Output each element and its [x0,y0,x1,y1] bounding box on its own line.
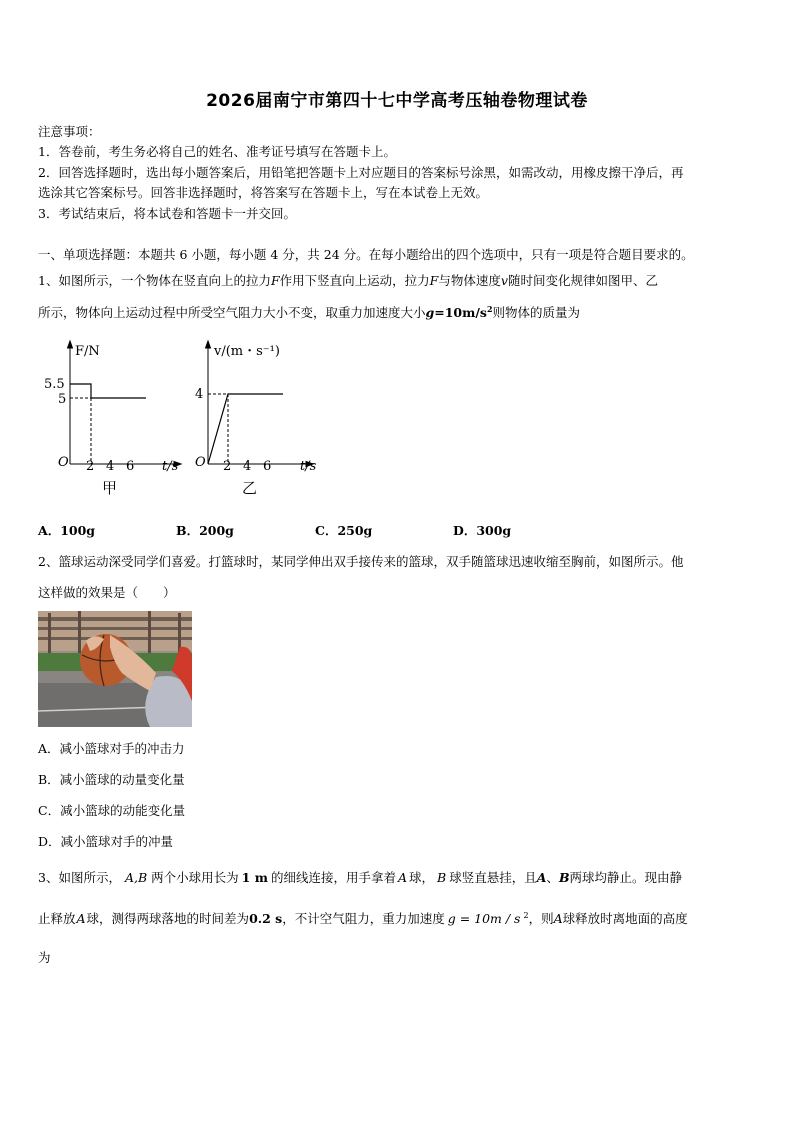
q3-exponent: 2 [523,910,529,920]
q1-text: 与物体速度 [438,273,501,288]
x-tick-label: 4 [243,459,252,474]
q3-symbol: A [553,911,563,926]
question-3-text: 为 [38,950,51,965]
x-tick-label: 2 [223,459,232,474]
graph-force-time [40,336,190,506]
option-b[interactable]: B．减小篮球的动量变化量 [38,772,185,787]
option-b[interactable]: B．200g [176,523,234,538]
option-c[interactable]: C．减小篮球的动能变化量 [38,803,186,818]
q3-text: 止释放 [38,911,76,926]
q3-text: 两个小球用长为 [151,870,239,885]
x-axis-label: t/s [300,459,317,474]
notice-item: 选涂其它答案标号。回答非选择题时，将答案写在答题卡上，写在本试卷上无效。 [38,185,489,200]
q3-text: 球释放时离地面的高度 [562,911,688,926]
option-d[interactable]: D．300g [453,523,512,538]
q3-symbol: B [558,870,570,885]
q3-text: 球， [409,870,435,885]
question-3-text [38,909,688,927]
x-tick-label: 6 [126,459,135,474]
notice-item: 2．回答选择题时，选出每小题答案后，用铅笔把答题卡上对应题目的答案标号涂黑，如需改动，用橡皮擦干净后，再 [38,165,684,180]
y-tick-label: 4 [195,387,204,402]
q3-text: ，则 [528,911,554,926]
q1-symbol-v: v [500,273,508,288]
question-2-text: 这样做的效果是（ ） [38,585,176,600]
q3-text: 球竖直悬挂，且 [449,870,537,885]
question-2-text: 2、篮球运动深受同学们喜爱。打篮球时，某同学伸出双手接传来的篮球，双手随篮球迅速收缩至胸前，如图所示。他 [38,554,684,569]
basketball-photo [38,611,192,727]
question-1-text [38,271,658,289]
origin-label: O [195,455,206,470]
force-line [70,384,146,398]
q1-gravity-value: =10m/s [434,305,487,320]
x-tick-label: 2 [86,459,95,474]
option-a[interactable]: A．减小篮球对手的冲击力 [38,741,185,756]
notice-item: 3．考试结束后，将本试卷和答题卡一并交回。 [38,206,296,221]
notice-heading: 注意事项： [38,124,101,139]
q1-symbol-F: F [429,273,439,288]
q1-symbol-g: g [425,305,435,320]
q3-symbol: A,B [124,870,148,885]
q3-symbol: A [397,870,407,885]
option-c[interactable]: C．250g [315,523,373,538]
x-axis-label: t/s [162,459,179,474]
x-tick-label: 6 [263,459,272,474]
q1-text: 作用下竖直向上运动，拉力 [279,273,430,288]
q1-text: 所示，物体向上运动过程中所受空气阻力大小不变，取重力加速度大小 [38,305,426,320]
notice-item: 1．答卷前，考生务必将自己的姓名、准考证号填写在答题卡上。 [38,144,396,159]
q3-symbol: A [76,911,86,926]
q1-exponent: 2 [486,303,493,314]
y-tick-label: 5 [58,392,67,407]
q3-text: 3、如图所示， [38,870,121,885]
q3-text: 、 [546,870,559,885]
q1-text: 则物体的质量为 [492,305,581,320]
q3-symbol: A [536,870,547,885]
y-axis-arrow [68,341,73,348]
q3-text: 两球均静止。现由静 [569,870,683,885]
x-tick-label: 4 [106,459,115,474]
q3-symbol: B [437,870,447,885]
q3-text: 球，测得两球落地的时间差为 [86,911,250,926]
question-1-text [38,303,580,321]
page-title: 2026届南宁市第四十七中学高考压轴卷物理试卷 [206,91,588,111]
q3-time-difference: 0.2 s [249,911,283,926]
origin-label: O [58,455,69,470]
q3-length: 1 m [241,870,268,885]
q3-text: ，不计空气阻力，重力加速度 [282,911,445,926]
graph-caption: 乙 [242,479,258,497]
y-axis-label: v/(m・s⁻¹) [214,344,280,359]
q3-text: 的细线连接，用手拿着 [270,870,396,885]
y-tick-label: 5.5 [44,377,65,392]
graph-velocity-time [190,336,330,506]
y-axis-label: F/N [75,344,100,359]
q1-text: 随时间变化规律如图甲、乙 [507,273,658,288]
question-3-text [38,868,682,886]
velocity-line [208,394,283,464]
y-axis-arrow [206,341,211,348]
q1-symbol-F: F [270,273,280,288]
q3-gravity-value: g = 10m / s [447,911,521,926]
q1-text: 1、如图所示，一个物体在竖直向上的拉力 [38,273,271,288]
option-a[interactable]: A．100g [38,523,96,538]
section-heading: 一、单项选择题：本题共 6 小题，每小题 4 分，共 24 分。在每小题给出的四个选项中，只有一项是符合题目要求的。 [38,247,694,262]
graph-caption: 甲 [102,479,118,497]
option-d[interactable]: D．减小篮球对手的冲量 [38,834,174,849]
